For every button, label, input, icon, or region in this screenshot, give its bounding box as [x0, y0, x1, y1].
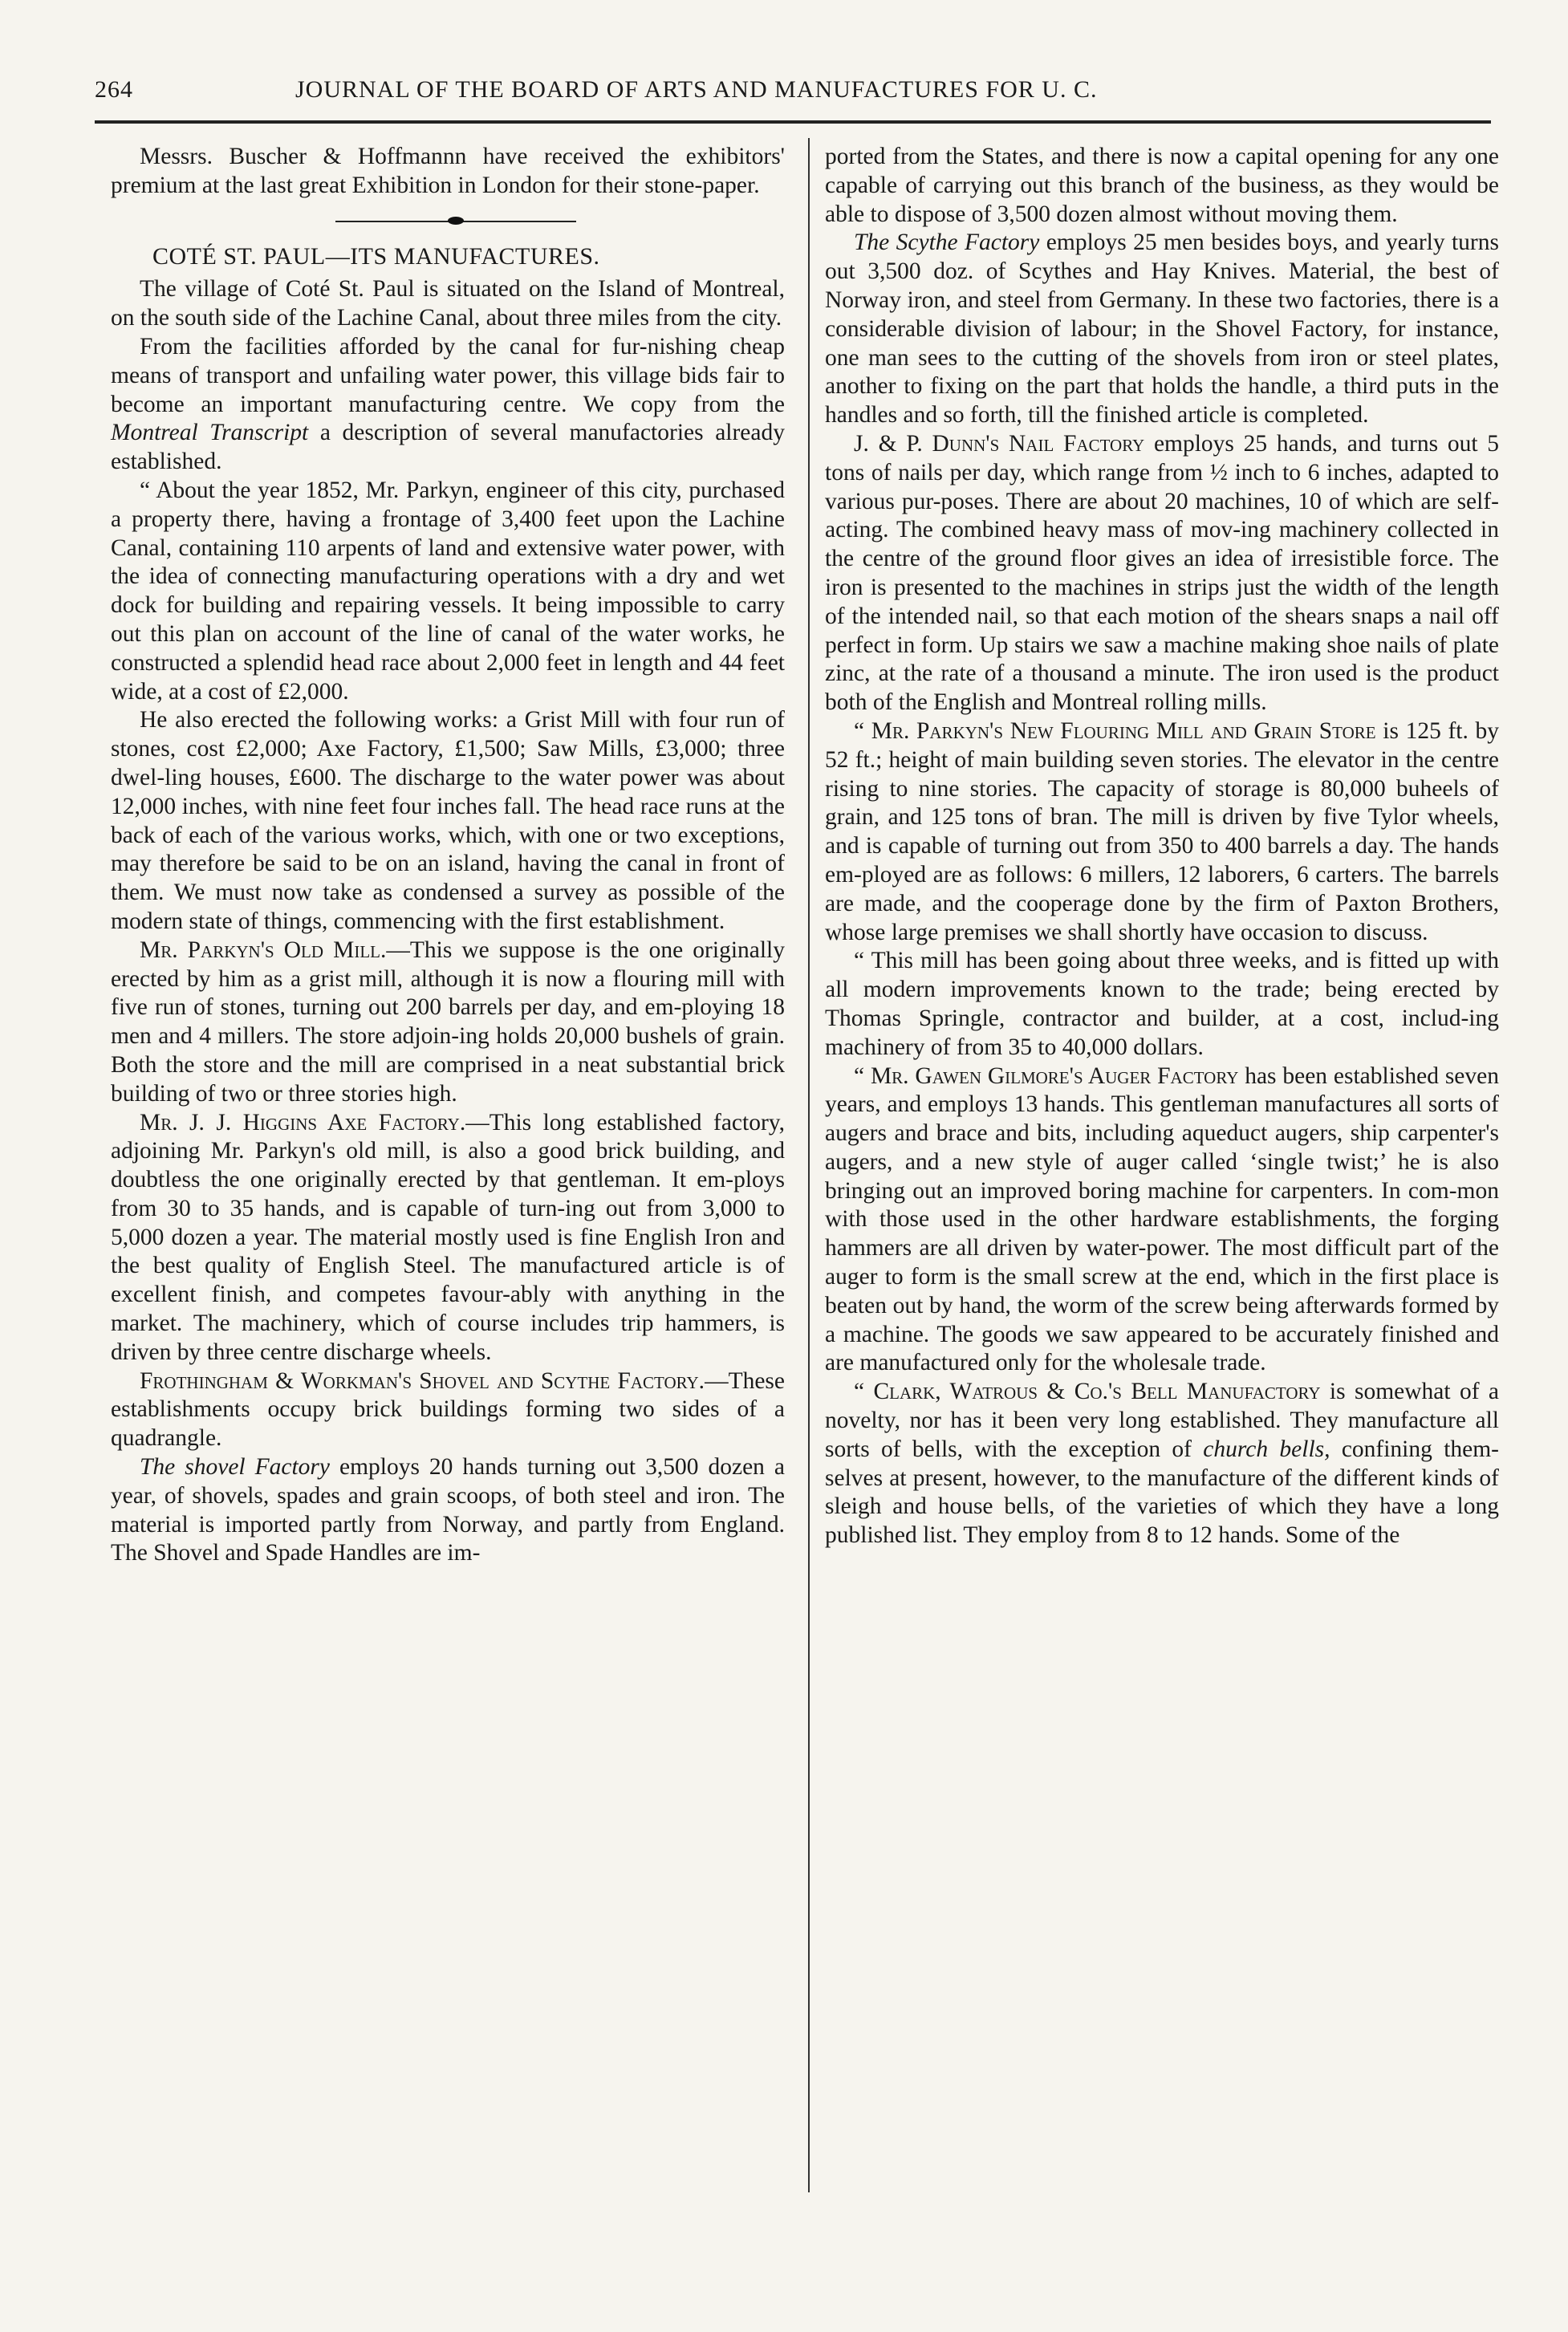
right-column [825, 143, 1499, 1550]
paragraph-shovel-factory: The shovel Factory employs 20 hands turning out 3,500 dozen a year, of shovels, spades and grain scoops, of both steel and iron. The material is imported partly from Norway, and partly from England. The Shovel and Spade Handles are im- [111, 1454, 786, 1566]
header-rule [95, 120, 1491, 124]
paragraph-flouring-mill: “ Mr. Parkyn's New Flouring Mill and Grain Store is 125 ft. by 52 ft.; height of main building seven stories. The elevator in the centre rising to nine stories. The capacity of storage is 80,000 buheels of grain, and 125 tons of bran. The mill is driven by five Tylor wheels, and is capable of turning out from 350 to 400 barrels a day. The hands em-ployed are as follows: 6 millers, 12 laborers, 6 carters. The barrels are made, and the cooperage done by the firm of Paxton Brothers, whose large premises we shall shortly have occasion to discuss. [825, 717, 1499, 945]
section-ornament [111, 212, 785, 231]
paragraph-shovel-scythe: Frothingham & Workman's Shovel and Scythe Factory.—These establishments occupy brick buildings forming two sides of a quadrangle. [111, 1367, 785, 1452]
paragraph-village: The village of Coté St. Paul is situated on the Island of Montreal, on the south side of the Lachine Canal, about three miles from the city. [111, 276, 785, 331]
paragraph-nail-factory: J. & P. Dunn's Nail Factory employs 25 hands, and turns out 5 tons of nails per day, which range from ½ inch to 6 inches, adapted to various pur-poses. There are about 20 machines, 10 of which are self-acting. The combined heavy mass of mov-ing machinery collected in the centre of the ground floor gives an idea of irresistible force. The iron is presented to the machines in strips just the width of the length of the intended nail, so that each motion of the shears snaps a nail off perfect in form. Up stairs we saw a machine making shoe nails of plate zinc, at the rate of a thousand a minute. The iron used is the product both of the English and Montreal rolling mills. [825, 430, 1499, 716]
paragraph-handles-continued: ported from the States, and there is now a capital opening for any one capable of carrying out this branch of the business, as they would be able to dispose of 3,500 dozen almost without moving them. [825, 144, 1499, 227]
page-number: 264 [95, 76, 133, 103]
paragraph-mill-three-weeks: “ This mill has been going about three weeks, and is fitted up with all modern improvements known to the trade; being erected by Thomas Springle, contractor and builder, at a cost, includ-ing machinery of from 35 to 40,000 dollars. [825, 948, 1499, 1060]
section-heading: COTÉ ST. PAUL—ITS MANUFACTURES. [152, 242, 600, 270]
column-divider [808, 138, 810, 2192]
paragraph-facilities: From the facilities afforded by the canal for fur-nishing cheap means of transport and unfailing water power, this village bids fair to become an important manufacturing centre. We copy from the Montreal Transcript a description of several manufactories already established. [111, 333, 785, 475]
paragraph-old-mill: Mr. Parkyn's Old Mill.—This we suppose is the one originally erected by him as a grist mill, although it is now a flouring mill with five run of stones, turning out 200 barrels per day, and em-ploying 18 men and 4 millers. The store adjoin-ing holds 20,000 bushels of grain. Both the store and the mill are comprised in a neat substantial brick building of two or three stories high. [111, 936, 785, 1107]
paragraph-parkyn-1852: “ About the year 1852, Mr. Parkyn, engineer of this city, purchased a property there, having a frontage of 3,400 feet upon the Lachine Canal, containing 110 arpents of land and extensive water power, with the idea of connecting manufacturing operations with a dry and wet dock for building and repairing vessels. It being impossible to carry out this plan on account of the line of canal of the water works, he constructed a splendid head race about 2,000 feet in length and 44 feet wide, at a cost of £2,000. [111, 477, 785, 705]
paragraph-works: He also erected the following works: a Grist Mill with four run of stones, cost £2,000; Axe Factory, £1,500; Saw Mills, £3,000; three dwel-ling houses, £600. The discharge to the water power was about 12,000 inches, with nine feet four inches fall. The head race runs at the back of each of the various works, which, with one or two exceptions, may therefore be said to be on an island, having the canal in front of them. We must now take as condensed a survey as possible of the modern state of things, commencing with the first establishment. [111, 707, 785, 934]
running-title: JOURNAL OF THE BOARD OF ARTS AND MANUFACTURES FOR U. C. [295, 76, 1098, 103]
paragraph-scythe-factory: The Scythe Factory employs 25 men besides boys, and yearly turns out 3,500 doz. of Scythes and Hay Knives. Material, the best of Norway iron, and steel from Germany. In these two factories, there is a considerable division of labour; in the Shovel Factory, for instance, one man sees to the cutting of the shovels from iron or steel plates, another to fixing on the part that holds the handle, a third puts in the handles and so forth, till the finished article is completed. [825, 230, 1499, 429]
paragraph-stone-paper: Messrs. Buscher & Hoffmannn have received the exhibitors' premium at the last great Exhibition in London for their stone-paper. [111, 144, 785, 198]
paragraph-bell-manufactory: “ Clark, Watrous & Co.'s Bell Manufactory is somewhat of a novelty, nor has it been very long established. They manufacture all sorts of bells, with the exception of church bells, confining them-selves at present, however, to the manufacture of the different kinds of sleigh and house bells, of the varieties of which they have a long published list. They employ from 8 to 12 hands. Some of the [825, 1379, 1499, 1549]
paragraph-axe-factory: Mr. J. J. Higgins Axe Factory.—This long established factory, adjoining Mr. Parkyn's old mill, is also a good brick building, and doubtless the one originally erected by that gentleman. It em-ploys from 30 to 35 hands, and is capable of turn-ing out from 3,000 to 5,000 dozen a year. The material mostly used is fine English Iron and the best quality of English Steel. The manufactured article is of excellent finish, and competes favour-ably with anything in the market. The machinery, which of course includes trip hammers, is driven by three centre discharge wheels. [111, 1109, 785, 1365]
paragraph-auger-factory: “ Mr. Gawen Gilmore's Auger Factory has been established seven years, and employs 13 hands. This gentleman manufactures all sorts of augers and brace and bits, including aqueduct augers, ship carpenter's augers, and a new style of auger called ‘single twist;’ he is also bringing out an improved boring machine for carpenters. In com-mon with those used in the other hardware establishments, the forging hammers are all driven by water-power. The most difficult part of the auger to form is the small screw at the end, which in the first place is beaten out by hand, the worm of the screw being afterwards formed by a machine. The goods we saw appeared to be accurately finished and are manufactured only for the wholesale trade. [825, 1062, 1499, 1376]
left-column [111, 143, 785, 1568]
